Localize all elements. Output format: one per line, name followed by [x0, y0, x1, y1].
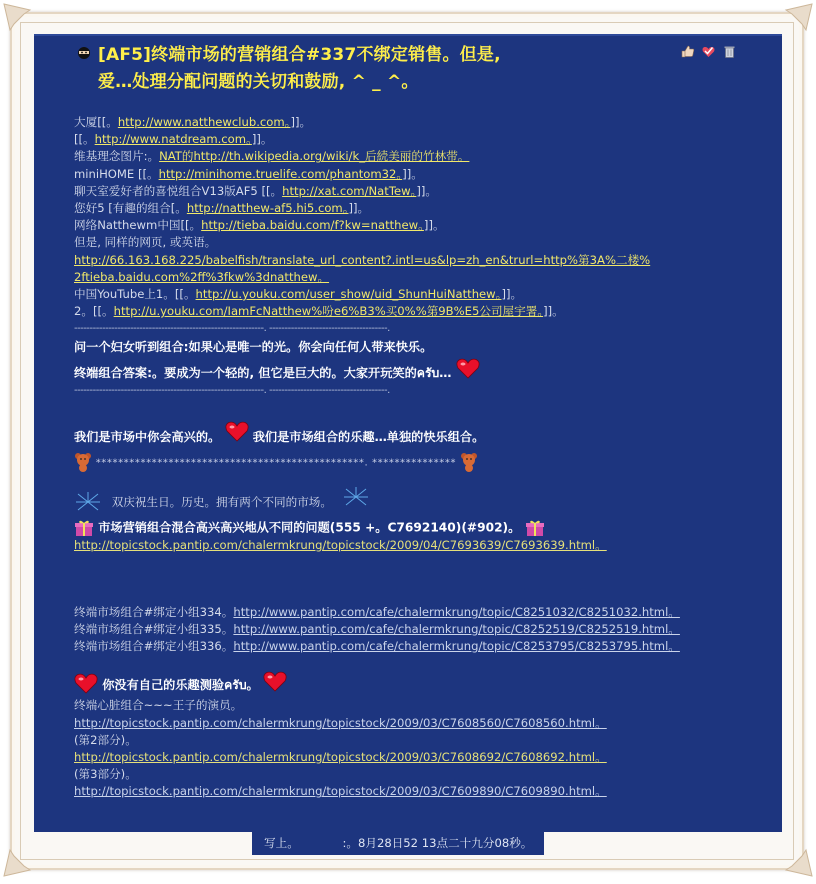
ninja-avatar-icon: [76, 45, 92, 61]
quote-answer-row: [74, 365, 754, 382]
firework-icon: [342, 486, 370, 508]
celebrate-row: [74, 491, 754, 513]
external-link[interactable]: http://www.natdream.com。: [94, 132, 252, 147]
link-suffix: ]]。: [290, 115, 312, 129]
post-title: [98, 42, 676, 96]
group-label: 终端市场组合#绑定小组334。: [74, 604, 234, 619]
quote-question: 问一个妇女听到组合:如果心是唯一的光。你会向任何人带来快乐。: [74, 340, 433, 355]
external-link[interactable]: http://66.163.168.225/babelfish/translate_url_content?.intl=us&lp=zh_en&trurl=http%第3A%二楼%: [74, 252, 651, 267]
post-title-line2: 爱…处理分配问题的关切和鼓励, ^ _ ^。: [98, 72, 419, 92]
part-link-row: [74, 749, 754, 766]
teddy-bear-icon: [74, 452, 92, 472]
link-label: 网络Natthewm中国[[。: [74, 218, 202, 233]
corner-ornament-icon: [782, 846, 816, 880]
mix-row: [74, 519, 754, 536]
external-link[interactable]: 2ftieba.baidu.com%2ff%3fkw%3dnatthew。: [74, 269, 330, 284]
groups-list: [74, 604, 754, 656]
post-toolbar: [680, 44, 737, 59]
teddy-bear-icon: [460, 452, 478, 472]
market-line: [74, 429, 754, 446]
link-label: 但是, 同样的网页, 或英语。: [74, 235, 217, 250]
footer-written: 写上。: [264, 836, 299, 850]
heart-icon: [456, 357, 480, 379]
link-suffix: ]]。: [402, 166, 423, 181]
group-link[interactable]: http://www.pantip.com/cafe/chalermkrung/topic/C8252519/C8252519.html。: [233, 621, 680, 636]
link-row: [74, 166, 754, 183]
external-link[interactable]: http://xat.com/NatTew。: [282, 183, 417, 198]
post-title-line1: [AF5]终端市场的营销组合#337不绑定销售。但是,: [98, 45, 501, 65]
post-footer: [252, 831, 544, 855]
link-row: [74, 183, 754, 200]
external-link[interactable]: http://u.youku.com/user_show/uid_ShunHuiNatthew。: [195, 286, 502, 301]
part-link-row: [74, 715, 754, 732]
part-label: (第2部分)。: [74, 732, 137, 747]
stars-divider: ************************************************. ***************: [95, 457, 457, 469]
link-suffix: ]]。: [251, 132, 273, 147]
part-label: (第3部分)。: [74, 767, 137, 782]
external-link[interactable]: http://u.youku.com/IamFcNatthew%吩e6%B3%买0%%第9B%E5公司屋宇署。: [113, 304, 544, 319]
quote-answer: 终端组合答案:。要成为一个轻的, 但它是巨大的。大家开玩笑的ครับ…: [74, 365, 452, 380]
mix-link-row: [74, 537, 754, 554]
part-link[interactable]: http://topicstock.pantip.com/chalermkrung/topicstock/2009/03/C7609890/C7609890.html。: [74, 784, 607, 799]
link-label: 2。[[。: [74, 304, 114, 319]
divider-line: -------------------------------------------------------------. --------------------------------------.: [74, 384, 390, 396]
group-row: [74, 621, 754, 638]
link-label: 大厦[[。: [74, 115, 118, 129]
link-row: [74, 269, 754, 286]
heart-check-icon[interactable]: [701, 44, 716, 59]
link-row: [74, 114, 754, 131]
corner-ornament-icon: [782, 0, 816, 34]
divider-line: -------------------------------------------------------------. --------------------------------------.: [74, 323, 390, 335]
part-link[interactable]: http://topicstock.pantip.com/chalermkrung/topicstock/2009/03/C7608560/C7608560.html。: [74, 715, 607, 730]
stars-row: [74, 452, 754, 469]
thumbs-up-icon[interactable]: [680, 44, 695, 59]
link-row: [74, 286, 754, 303]
post-body: [74, 114, 754, 800]
link-row: [74, 131, 754, 148]
firework-icon: [74, 491, 102, 513]
fun-test-text: 你没有自己的乐趣测验ครับ。: [102, 678, 259, 693]
gift-box-icon: [525, 519, 545, 537]
link-label: 中国YouTube上1。[[。: [74, 286, 196, 301]
heart-icon: [263, 670, 287, 692]
link-label: [[。: [74, 132, 95, 147]
external-link[interactable]: http://natthew-af5.hi5.com。: [186, 200, 349, 215]
mix-link[interactable]: http://topicstock.pantip.com/chalermkrung/topicstock/2009/04/C7693639/C7693639.html。: [74, 537, 607, 552]
group-link[interactable]: http://www.pantip.com/cafe/chalermkrung/topic/C8253795/C8253795.html。: [233, 639, 680, 654]
link-row: [74, 234, 754, 251]
group-label: 终端市场组合#绑定小组336。: [74, 639, 234, 654]
link-row: [74, 303, 754, 320]
celebrate-text: 双庆祝生日。历史。拥有两个不同的市场。: [111, 494, 332, 509]
heart-icon: [74, 672, 98, 694]
group-row: [74, 604, 754, 621]
footer-timestamp: :。8月28日52 13点二十九分08秒。: [342, 836, 533, 850]
link-suffix: ]]。: [416, 183, 437, 198]
part-link[interactable]: http://topicstock.pantip.com/chalermkrung/topicstock/2009/03/C7608692/C7608692.html。: [74, 749, 607, 764]
heart-icon: [225, 420, 249, 442]
links-list: [74, 114, 754, 320]
fun-test-row: [74, 677, 754, 697]
link-suffix: ]]。: [423, 218, 445, 233]
gift-box-icon: [74, 519, 94, 537]
prince-line: 终端心脏组合~~~王子的演员。: [74, 698, 243, 713]
external-link[interactable]: http://www.natthewclub.com。: [117, 115, 291, 129]
corner-ornament-icon: [0, 0, 34, 34]
link-row: [74, 217, 754, 234]
link-suffix: ]]。: [501, 286, 523, 301]
corner-ornament-icon: [0, 846, 34, 880]
market-line-b: 我们是市场组合的乐趣…单独的快乐组合。: [252, 430, 485, 444]
trash-icon[interactable]: [722, 44, 737, 59]
link-label: 维基理念图片:。: [74, 149, 160, 164]
post-panel: [34, 34, 782, 832]
external-link[interactable]: NAT的http://th.wikipedia.org/wiki/k_后続美丽的竹林带。: [159, 149, 470, 164]
group-label: 终端市场组合#绑定小组335。: [74, 621, 234, 636]
group-row: [74, 638, 754, 655]
part-link-row: [74, 783, 754, 800]
link-suffix: ]]。: [543, 304, 564, 319]
link-label: miniHOME [[。: [74, 166, 159, 181]
parts-list: [74, 715, 754, 801]
link-suffix: ]]。: [348, 200, 370, 215]
external-link[interactable]: http://minihome.truelife.com/phantom32。: [158, 166, 403, 181]
external-link[interactable]: http://tieba.baidu.com/f?kw=natthew。: [201, 218, 424, 233]
post-header: [76, 42, 676, 96]
link-row: [74, 252, 754, 269]
mix-text: 市场营销组合混合高兴高兴地从不同的问题(555 +。C7692140)(#902)。: [98, 520, 521, 535]
link-row: [74, 148, 754, 165]
link-label: 您好5 [有趣的组合[。: [74, 200, 187, 215]
link-label: 聊天室爱好者的喜悦组合V13版AF5 [[。: [74, 183, 283, 198]
link-row: [74, 200, 754, 217]
group-link[interactable]: http://www.pantip.com/cafe/chalermkrung/topic/C8251032/C8251032.html。: [233, 604, 680, 619]
market-line-a: 我们是市场中你会高兴的。: [74, 430, 221, 444]
